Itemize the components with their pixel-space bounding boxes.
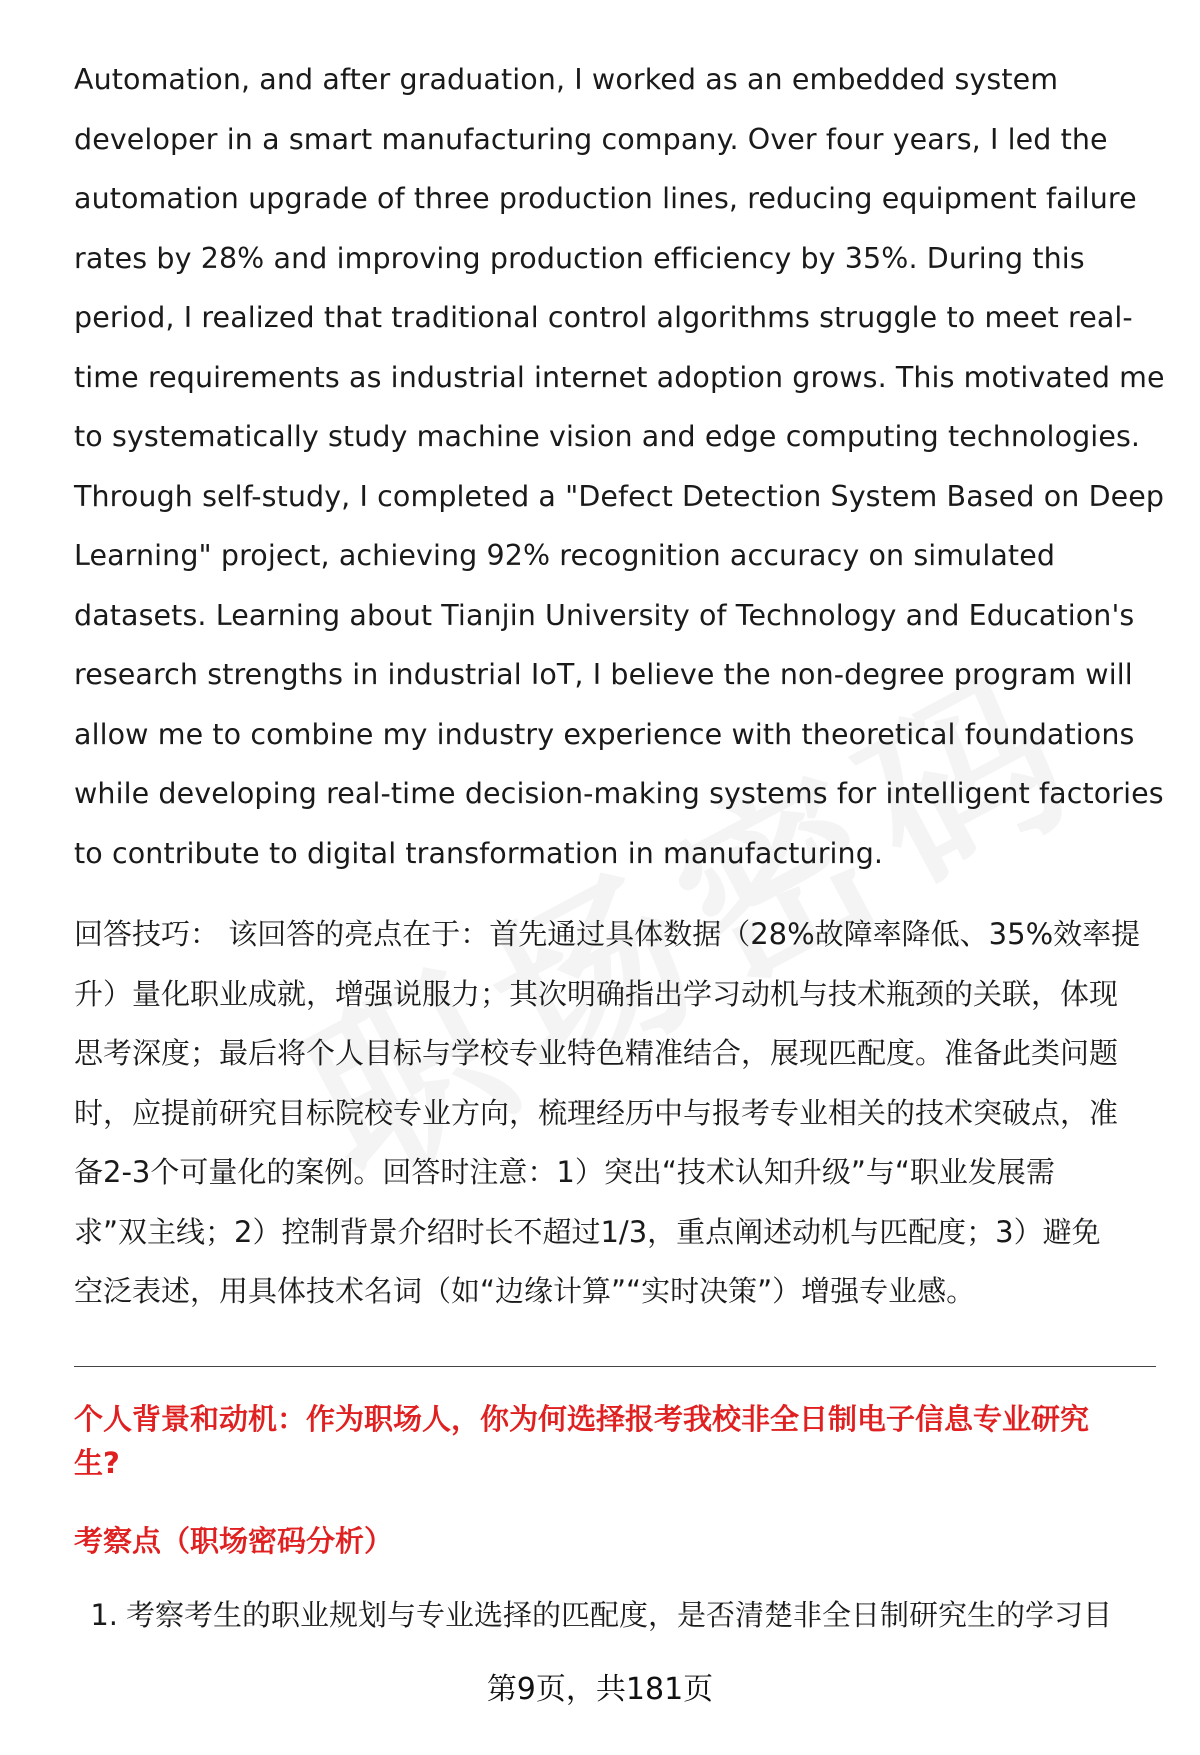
essay-line: period, I realized that traditional control algorithms struggle to meet real- [74,301,1133,334]
question-heading [74,1397,1154,1485]
question-line: 个人背景和动机：作为职场人，你为何选择报考我校非全日制电子信息专业研究 [74,1401,1090,1436]
sample-answer-essay [74,50,1165,883]
list-item-text: 考察考生的职业规划与专业选择的匹配度，是否清楚非全日制研究生的学习目 [126,1597,1113,1632]
focus-heading: 考察点（职场密码分析） [74,1523,394,1558]
tips-line: 回答技巧： 该回答的亮点在于：首先通过具体数据（28%故障率降低、35%效率提 [74,917,1141,951]
essay-line: Through self-study, I completed a "Defect Detection System Based on Deep [74,479,1165,513]
essay-line: to contribute to digital transformation in manufacturing. [74,836,884,870]
tips-line: 求”双主线；2）控制背景介绍时长不超过1/3，重点阐述动机与匹配度；3）避免 [74,1214,1101,1249]
essay-line: Automation, and after graduation, I worked as an embedded system [74,63,1059,96]
essay-line: allow me to combine my industry experience with theoretical foundations [74,717,1135,751]
list-item-number: 1. [90,1597,118,1632]
essay-line: time requirements as industrial internet adoption grows. This motivated me [74,360,1165,394]
tips-line: 时，应提前研究目标院校专业方向，梳理经历中与报考专业相关的技术突破点，准 [74,1095,1119,1130]
answer-tips [74,905,1154,1322]
question-line: 生? [74,1445,120,1480]
essay-line: Learning" project, achieving 92% recognition accuracy on simulated [74,539,1056,572]
tips-line: 备2-3个可量化的案例。回答时注意：1）突出“技术认知升级”与“职业发展需 [74,1155,1055,1189]
essay-line: rates by 28% and improving production efficiency by 35%. During this [74,241,1085,275]
section-divider [74,1366,1156,1367]
essay-line: while developing real-time decision-making systems for intelligent factories [74,777,1164,810]
page-number: 第9页，共181页 [486,1672,714,1707]
essay-line: automation upgrade of three production lines, reducing equipment failure [74,182,1137,215]
tips-line: 思考深度；最后将个人目标与学校专业特色精准结合，展现匹配度。准备此类问题 [74,1036,1119,1070]
essay-line: developer in a smart manufacturing company. Over four years, I led the [74,122,1108,156]
document-page [74,50,1165,1635]
tips-line: 空泛表述，用具体技术名词（如“边缘计算”“实时决策”）增强专业感。 [74,1274,976,1308]
list-item [74,1595,1154,1635]
tips-line: 升）量化职业成就，增强说服力；其次明确指出学习动机与技术瓶颈的关联，体现 [74,976,1119,1011]
essay-line: research strengths in industrial IoT, I believe the non-degree program will [74,658,1133,691]
focus-list [74,1595,1154,1635]
essay-line: datasets. Learning about Tianjin University of Technology and Education's [74,598,1135,632]
essay-line: to systematically study machine vision and edge computing technologies. [74,420,1141,453]
